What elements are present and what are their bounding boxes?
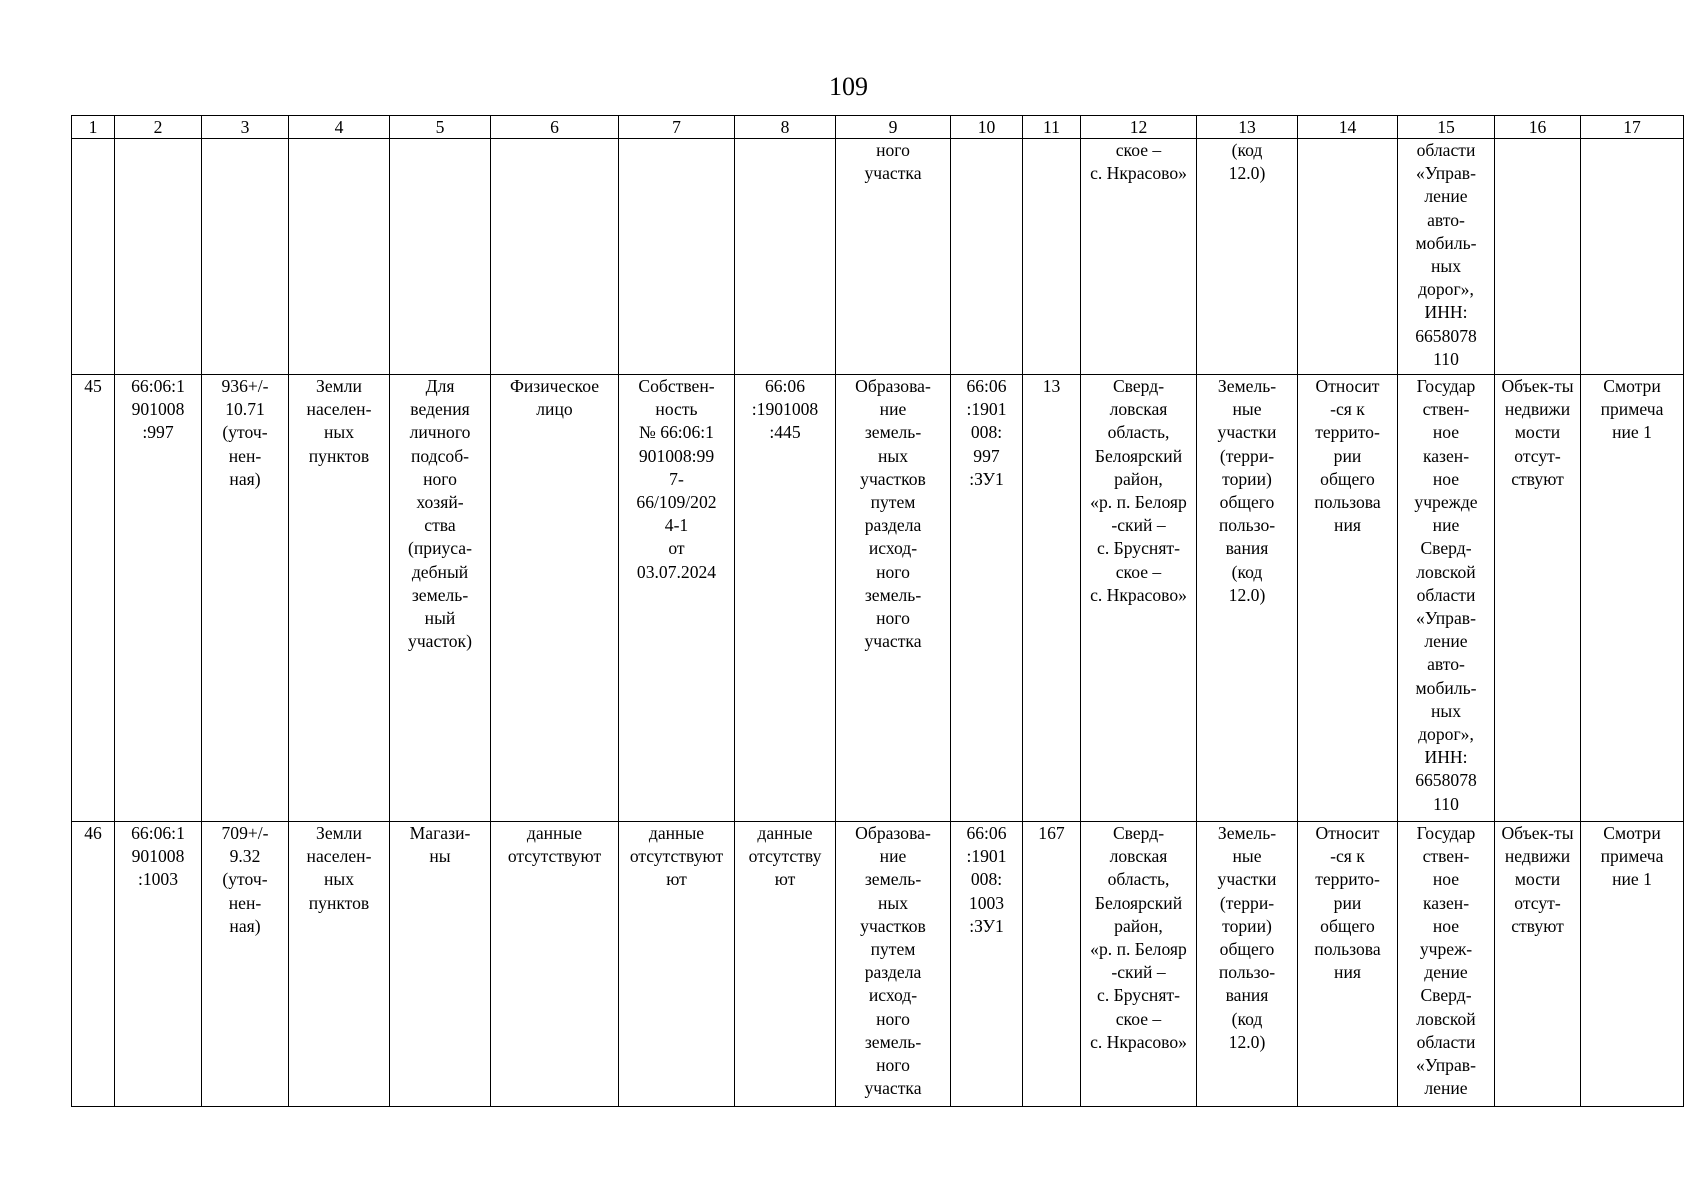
cell-text: ного xyxy=(876,608,910,629)
cell-text: 13 xyxy=(1042,376,1061,396)
cell-text: ных xyxy=(1430,700,1462,721)
table-cell xyxy=(72,139,115,375)
table-cell xyxy=(836,375,951,822)
cell-text: 901008 xyxy=(131,399,185,420)
table-cell xyxy=(1495,822,1581,1107)
cell-text: :1003 xyxy=(137,869,179,890)
cell-text: отсутствуют xyxy=(507,846,602,867)
cell-text: 008: xyxy=(970,869,1003,890)
cell-text: Смотри xyxy=(1603,823,1661,843)
cell-text: -ский – xyxy=(1111,515,1166,536)
cell-text: ловской xyxy=(1416,561,1476,582)
cell-text: Магази- xyxy=(409,823,471,843)
cell-text: ние 1 xyxy=(1612,869,1652,890)
cell-text: Физическое xyxy=(509,376,600,396)
cell-text: -ся к xyxy=(1330,399,1365,420)
table-cell xyxy=(735,822,836,1107)
cell-text: террито- xyxy=(1315,422,1380,443)
cell-text: ние xyxy=(1432,515,1460,536)
cell-text: :ЗУ1 xyxy=(969,915,1004,936)
cell-text: отсут- xyxy=(1514,892,1561,913)
cell-text: ют xyxy=(774,869,796,890)
cell-text: ных xyxy=(877,892,909,913)
table-cell xyxy=(390,375,491,822)
table-row-45 xyxy=(72,375,1684,822)
cell-text: ют xyxy=(666,869,687,890)
cell-text: ного xyxy=(876,561,910,582)
cell-text: раздела xyxy=(864,515,922,536)
cell-text: ление xyxy=(1424,631,1468,652)
table-cell xyxy=(72,375,115,822)
cell-text: 7- xyxy=(669,468,684,489)
cell-text: с. Бруснят- xyxy=(1097,538,1180,559)
cell-text: 66:06 xyxy=(966,376,1007,396)
table-cell xyxy=(836,822,951,1107)
cell-text: мобиль- xyxy=(1415,232,1477,253)
cell-text: ного xyxy=(876,1055,910,1076)
cell-text: ное xyxy=(1432,869,1460,890)
cell-text: нен- xyxy=(228,445,262,466)
cell-text: район, xyxy=(1114,915,1163,936)
cell-text: Собствен- xyxy=(638,376,715,396)
cell-text: ных xyxy=(323,422,355,443)
cell-text: лицо xyxy=(536,399,573,420)
column-header: 3 xyxy=(202,116,289,139)
cell-text: участка xyxy=(864,163,922,184)
cell-text: террито- xyxy=(1315,869,1380,890)
table-cell xyxy=(202,822,289,1107)
cell-text: Для xyxy=(425,376,455,396)
cell-text: -ский – xyxy=(1111,962,1166,983)
table-cell xyxy=(390,139,491,375)
table-cell xyxy=(1023,822,1081,1107)
cell-text: ское – xyxy=(1115,140,1162,160)
cell-text: участка xyxy=(864,631,922,652)
cell-text: путем xyxy=(870,492,916,513)
cell-text: ное xyxy=(1432,468,1460,489)
table-cell xyxy=(1298,375,1398,822)
cell-text: ние xyxy=(879,846,907,867)
table-cell xyxy=(390,822,491,1107)
cell-text: 936+/- xyxy=(221,376,269,396)
table-cell xyxy=(1495,139,1581,375)
cell-text: населен- xyxy=(306,846,372,867)
table-cell xyxy=(1398,822,1495,1107)
cell-text: общего xyxy=(1219,939,1275,960)
table-cell xyxy=(951,822,1023,1107)
column-header: 7 xyxy=(619,116,735,139)
cell-text: мобиль- xyxy=(1415,677,1477,698)
cell-text: :1901 xyxy=(966,846,1007,867)
cell-text: отсутствуют xyxy=(629,846,724,867)
cell-text: ние xyxy=(879,399,907,420)
cell-text: тории) xyxy=(1222,915,1272,936)
cell-text: Сверд- xyxy=(1112,376,1165,396)
cell-text: ское – xyxy=(1115,1008,1162,1029)
cell-text: участка xyxy=(864,1078,922,1099)
cell-text: 6658078 xyxy=(1415,325,1477,346)
cell-text: 66:06 xyxy=(764,376,806,396)
cell-text: ный xyxy=(424,608,456,629)
land-registry-table xyxy=(71,115,1684,1107)
cell-text: Смотри xyxy=(1603,376,1661,396)
table-cell xyxy=(1298,139,1398,375)
table-cell xyxy=(619,375,735,822)
cell-text: казен- xyxy=(1422,892,1470,913)
cell-text: 110 xyxy=(1433,348,1459,369)
cell-text: дебный xyxy=(411,561,469,582)
cell-text: ных xyxy=(877,445,909,466)
cell-text: земель- xyxy=(864,869,922,890)
cell-text: 4-1 xyxy=(664,515,689,536)
cell-text: Белоярский xyxy=(1094,445,1183,466)
cell-text: «Управ- xyxy=(1416,608,1476,629)
cell-text: с. Бруснят- xyxy=(1097,985,1180,1006)
cell-text: личного xyxy=(409,422,471,443)
cell-text: 46 xyxy=(84,823,102,843)
cell-text: 901008 xyxy=(131,846,185,867)
table-cell xyxy=(115,822,202,1107)
cell-text: отсут- xyxy=(1514,445,1561,466)
page-number: 109 xyxy=(829,72,868,101)
cell-text: с. Нкрасово» xyxy=(1090,1031,1187,1052)
cell-text: «Управ- xyxy=(1416,163,1476,184)
cell-text: :1901 xyxy=(966,399,1007,420)
cell-text: ства xyxy=(424,515,456,536)
cell-text: земель- xyxy=(411,584,469,605)
cell-text: ление xyxy=(1424,186,1468,207)
table-cell xyxy=(72,822,115,1107)
cell-text: ление xyxy=(1424,1078,1468,1099)
cell-text: примеча xyxy=(1600,846,1664,867)
cell-text: 10.71 xyxy=(225,399,265,420)
cell-text: области xyxy=(1416,140,1476,160)
cell-text: Сверд- xyxy=(1112,823,1165,843)
cell-text: мости xyxy=(1514,422,1561,443)
cell-text: ствен- xyxy=(1422,399,1470,420)
cell-text: ИНН: xyxy=(1424,302,1468,323)
cell-text: 901008:99 xyxy=(638,445,715,466)
table-cell xyxy=(491,822,619,1107)
cell-text: пунктов xyxy=(308,445,370,466)
cell-text: отсутству xyxy=(748,846,822,867)
cell-text: (терри- xyxy=(1219,892,1275,913)
cell-text: ная) xyxy=(229,468,261,489)
cell-text: ны xyxy=(429,846,451,867)
cell-text: подсоб- xyxy=(410,445,470,466)
table-cell xyxy=(1081,139,1197,375)
column-header: 4 xyxy=(289,116,390,139)
cell-text: от xyxy=(668,538,685,559)
cell-text: нен- xyxy=(228,892,262,913)
cell-text: ское – xyxy=(1115,561,1162,582)
table-cell xyxy=(735,375,836,822)
table-row-continued xyxy=(72,139,1684,375)
cell-text: 03.07.2024 xyxy=(636,561,717,582)
cell-text: ных xyxy=(1430,256,1462,277)
cell-text: казен- xyxy=(1422,445,1470,466)
table-cell xyxy=(1298,822,1398,1107)
cell-text: Белоярский xyxy=(1094,892,1183,913)
cell-text: область, xyxy=(1107,869,1170,890)
cell-text: раздела xyxy=(864,962,922,983)
cell-text: пунктов xyxy=(308,892,370,913)
cell-text: с. Нкрасово» xyxy=(1090,163,1187,184)
cell-text: Образова- xyxy=(855,823,931,843)
cell-text: участки xyxy=(1217,422,1277,443)
cell-text: «р. п. Белояр xyxy=(1090,939,1187,960)
cell-text: Относит xyxy=(1315,376,1380,396)
cell-text: дорог», xyxy=(1418,279,1474,300)
cell-text: ное xyxy=(1432,422,1460,443)
cell-text: ствен- xyxy=(1422,846,1470,867)
cell-text: :445 xyxy=(769,422,801,443)
cell-text: авто- xyxy=(1427,654,1465,675)
cell-text: :997 xyxy=(142,422,174,443)
cell-text: 167 xyxy=(1038,823,1065,843)
cell-text: 9.32 xyxy=(229,846,261,867)
table-cell xyxy=(951,139,1023,375)
cell-text: ного xyxy=(876,1008,910,1029)
table-cell xyxy=(1197,822,1298,1107)
table-cell xyxy=(491,139,619,375)
column-header: 9 xyxy=(836,116,951,139)
column-header: 10 xyxy=(951,116,1023,139)
column-header: 8 xyxy=(735,116,836,139)
cell-text: примеча xyxy=(1600,399,1664,420)
table-cell xyxy=(202,375,289,822)
cell-text: земель- xyxy=(864,1031,922,1052)
column-header: 5 xyxy=(390,116,491,139)
cell-text: ное xyxy=(1432,915,1460,936)
cell-text: 6658078 xyxy=(1415,770,1477,791)
cell-text: данные xyxy=(526,823,583,843)
cell-text: (код xyxy=(1231,1008,1263,1029)
table-cell xyxy=(836,139,951,375)
cell-text: Относит xyxy=(1315,823,1380,843)
cell-text: Государ xyxy=(1416,376,1476,396)
cell-text: № 66:06:1 xyxy=(639,422,714,443)
cell-text: Государ xyxy=(1416,823,1476,843)
cell-text: исход- xyxy=(868,985,918,1006)
table-cell xyxy=(619,139,735,375)
table-cell xyxy=(289,822,390,1107)
table-cell xyxy=(1581,822,1684,1107)
table-row-46 xyxy=(72,822,1684,1107)
table-cell xyxy=(1581,375,1684,822)
cell-text: общего xyxy=(1219,492,1275,513)
table-cell xyxy=(1581,139,1684,375)
cell-text: Объек-ты xyxy=(1501,376,1574,396)
table-cell xyxy=(115,375,202,822)
cell-text: -ся к xyxy=(1330,846,1365,867)
table-cell xyxy=(1081,375,1197,822)
cell-text: пользова xyxy=(1314,492,1381,513)
cell-text: (приуса- xyxy=(408,538,472,559)
cell-text: учрежде xyxy=(1414,492,1478,513)
column-header: 13 xyxy=(1197,116,1298,139)
cell-text: ных xyxy=(323,869,355,890)
cell-text: участков xyxy=(860,468,926,489)
cell-text: исход- xyxy=(868,538,918,559)
cell-text: 709+/- xyxy=(221,823,269,843)
table-cell xyxy=(619,822,735,1107)
column-header: 2 xyxy=(115,116,202,139)
cell-text: рии xyxy=(1333,445,1362,466)
cell-text: дорог», xyxy=(1418,724,1474,745)
cell-text: ность xyxy=(655,399,698,420)
cell-text: Земель- xyxy=(1217,823,1277,843)
cell-text: Объек-ты xyxy=(1501,823,1574,843)
cell-text: Сверд- xyxy=(1420,985,1472,1006)
cell-text: области xyxy=(1416,1031,1476,1052)
cell-text: (уточ- xyxy=(222,422,268,443)
cell-text: пользова xyxy=(1314,939,1381,960)
table-cell xyxy=(289,375,390,822)
column-header: 15 xyxy=(1398,116,1495,139)
cell-text: (уточ- xyxy=(222,869,268,890)
column-header: 17 xyxy=(1581,116,1684,139)
cell-text: данные xyxy=(648,823,705,843)
cell-text: ИНН: xyxy=(1424,747,1468,768)
table-cell xyxy=(1023,139,1081,375)
cell-text: 12.0) xyxy=(1228,163,1266,184)
cell-text: общего xyxy=(1320,915,1375,936)
column-header: 11 xyxy=(1023,116,1081,139)
cell-text: 1003 xyxy=(968,892,1005,913)
cell-text: тории) xyxy=(1222,468,1272,489)
cell-text: участков xyxy=(860,915,926,936)
cell-text: ловская xyxy=(1109,846,1168,867)
column-header: 12 xyxy=(1081,116,1197,139)
cell-text: вания xyxy=(1225,985,1269,1006)
cell-text: данные xyxy=(757,823,813,843)
cell-text: недвижи xyxy=(1504,846,1571,867)
cell-text: 110 xyxy=(1433,793,1459,814)
cell-text: ведения xyxy=(410,399,470,420)
cell-text: общего xyxy=(1320,468,1375,489)
cell-text: «Управ- xyxy=(1416,1055,1476,1076)
column-header: 16 xyxy=(1495,116,1581,139)
cell-text: «р. п. Белояр xyxy=(1090,492,1187,513)
cell-text: 66:06 xyxy=(966,823,1007,843)
cell-text: 12.0) xyxy=(1228,584,1266,605)
cell-text: путем xyxy=(870,939,916,960)
cell-text: дение xyxy=(1424,962,1468,983)
cell-text: (код xyxy=(1231,561,1263,582)
cell-text: с. Нкрасово» xyxy=(1090,584,1187,605)
column-header: 6 xyxy=(491,116,619,139)
cell-text: хозяй- xyxy=(416,492,464,513)
cell-text: область, xyxy=(1107,422,1170,443)
cell-text: 008: xyxy=(970,422,1003,443)
table-cell xyxy=(735,139,836,375)
cell-text: район, xyxy=(1114,468,1163,489)
cell-text: мости xyxy=(1514,869,1561,890)
cell-text: Земли xyxy=(316,823,362,843)
cell-text: Сверд- xyxy=(1420,538,1472,559)
cell-text: области xyxy=(1416,584,1476,605)
cell-text: Земли xyxy=(316,376,362,396)
cell-text: пользо- xyxy=(1218,962,1276,983)
cell-text: ние 1 xyxy=(1612,422,1652,443)
cell-text: :ЗУ1 xyxy=(969,468,1004,489)
cell-text: :1901008 xyxy=(751,399,819,420)
table-cell xyxy=(951,375,1023,822)
column-header: 14 xyxy=(1298,116,1398,139)
cell-text: ные xyxy=(1232,846,1262,867)
cell-text: 66:06:1 xyxy=(131,376,185,396)
cell-text: авто- xyxy=(1427,209,1465,230)
table-cell xyxy=(1197,139,1298,375)
cell-text: 66/109/202 xyxy=(636,492,717,513)
table-cell xyxy=(491,375,619,822)
cell-text: 45 xyxy=(84,376,102,396)
cell-text: ного xyxy=(423,468,457,489)
cell-text: учреж- xyxy=(1419,939,1473,960)
cell-text: 997 xyxy=(973,445,1000,466)
cell-text: Образова- xyxy=(855,376,931,396)
cell-text: (код xyxy=(1231,140,1263,160)
cell-text: рии xyxy=(1333,892,1362,913)
cell-text: ного xyxy=(876,140,910,160)
table-cell xyxy=(115,139,202,375)
cell-text: пользо- xyxy=(1218,515,1276,536)
table-cell xyxy=(202,139,289,375)
cell-text: (терри- xyxy=(1219,445,1275,466)
cell-text: ния xyxy=(1334,515,1361,536)
table-cell xyxy=(289,139,390,375)
cell-text: участки xyxy=(1217,869,1277,890)
cell-text: ловской xyxy=(1416,1008,1476,1029)
table-cell xyxy=(1023,375,1081,822)
cell-text: 66:06:1 xyxy=(131,823,185,843)
cell-text: ствуют xyxy=(1511,468,1564,489)
cell-text: ловская xyxy=(1109,399,1168,420)
cell-text: Земель- xyxy=(1217,376,1277,396)
cell-text: ния xyxy=(1334,962,1361,983)
cell-text: населен- xyxy=(306,399,372,420)
cell-text: ные xyxy=(1232,399,1262,420)
cell-text: земель- xyxy=(864,422,922,443)
registry-body xyxy=(72,139,1684,1107)
table-cell xyxy=(1398,375,1495,822)
table-cell xyxy=(1495,375,1581,822)
cell-text: ствуют xyxy=(1511,915,1564,936)
cell-text: 12.0) xyxy=(1228,1031,1266,1052)
column-number-row xyxy=(72,116,1684,139)
column-header: 1 xyxy=(72,116,115,139)
table-cell xyxy=(1081,822,1197,1107)
cell-text: участок) xyxy=(408,631,472,652)
table-cell xyxy=(1398,139,1495,375)
cell-text: земель- xyxy=(864,584,922,605)
cell-text: вания xyxy=(1225,538,1269,559)
table-cell xyxy=(1197,375,1298,822)
cell-text: недвижи xyxy=(1504,399,1571,420)
cell-text: ная) xyxy=(229,915,261,936)
